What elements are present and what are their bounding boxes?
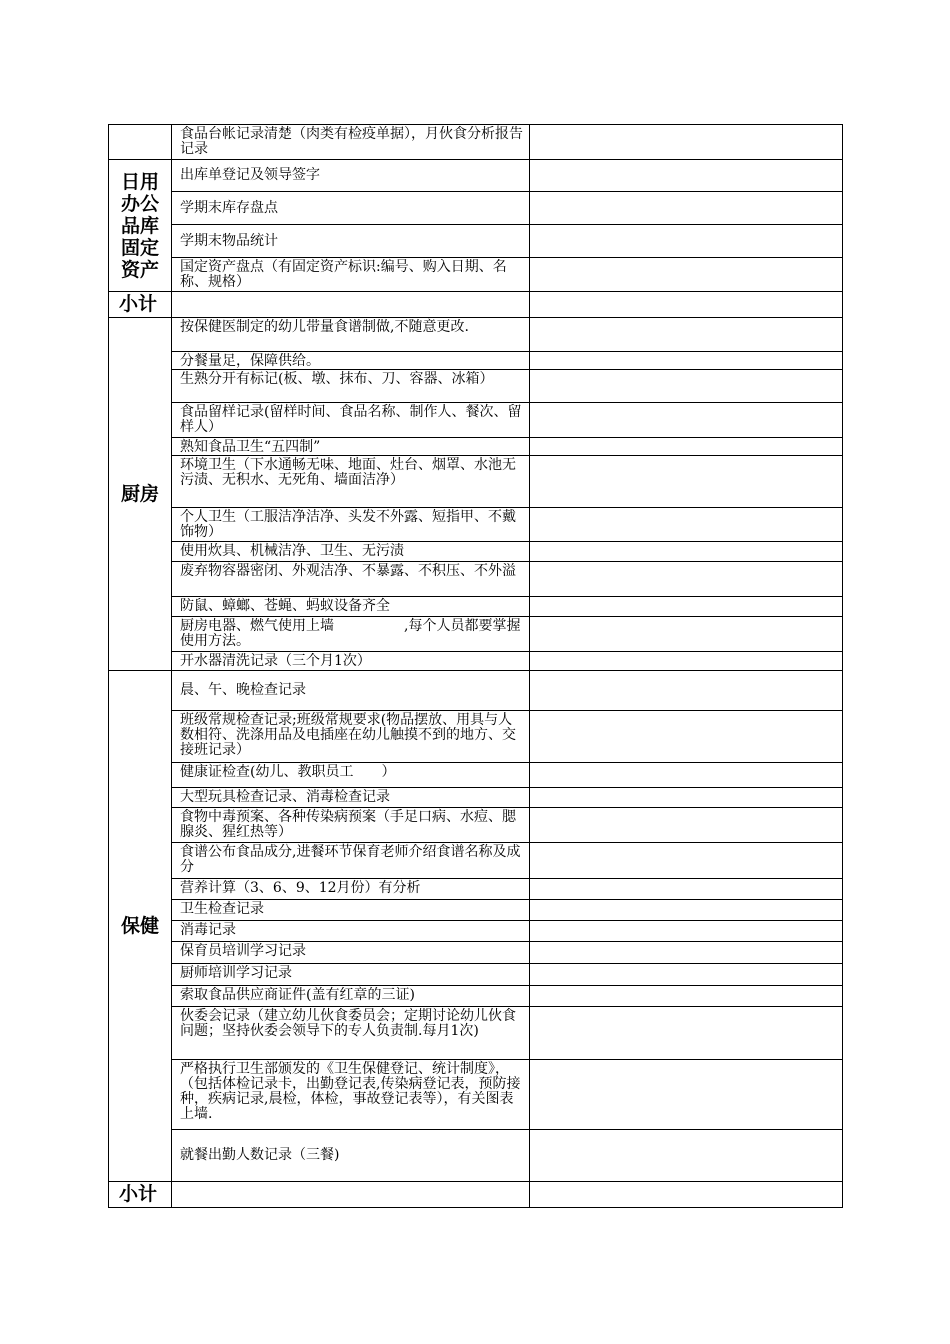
score-cell (530, 652, 843, 671)
item-kitchen-appliances: 厨房电器、燃气使用上墙 ,每个人员都要掌握使用方法。 (172, 617, 530, 652)
score-cell (530, 562, 843, 597)
score-cell (530, 788, 843, 808)
score-cell (530, 160, 843, 192)
item-playground-equipment: 大型玩具检查记录、消毒检查记录 (172, 788, 530, 808)
category-cell-continued (109, 125, 172, 160)
item-pest-control: 防鼠、蟑螂、苍蝇、蚂蚁设备齐全 (172, 597, 530, 617)
score-cell (530, 370, 843, 403)
item-daily-health-check: 晨、午、晚检查记录 (172, 671, 530, 711)
subtotal-item-cell (172, 292, 530, 318)
score-cell (530, 597, 843, 617)
item-raw-cooked-separation: 生熟分开有标记(板、墩、抹布、刀、容器、冰箱） (172, 370, 530, 403)
item-waste-container: 废弃物容器密闭、外观洁净、不暴露、不积压、不外溢 (172, 562, 530, 597)
score-cell (530, 125, 843, 160)
item-chef-training: 厨师培训学习记录 (172, 964, 530, 986)
item-fixed-asset-check: 国定资产盘点（有固定资产标识:编号、购入日期、名称、规格） (172, 258, 530, 292)
score-cell (530, 456, 843, 508)
score-cell (530, 352, 843, 370)
item-class-routine-check: 班级常规检查记录;班级常规要求(物品摆放、用具与人数相符、洗涤用品及电插座在幼儿触摸不到的地方、交接班记录） (172, 711, 530, 763)
score-cell (530, 258, 843, 292)
item-food-sample: 食品留样记录(留样时间、食品名称、制作人、餐次、留样人） (172, 403, 530, 438)
inspection-table (108, 124, 843, 1208)
item-food-ledger: 食品台帐记录清楚（肉类有检疫单据），月伙食分析报告记录 (172, 125, 530, 160)
item-disinfection-record: 消毒记录 (172, 921, 530, 942)
item-supplier-certificates: 索取食品供应商证件(盖有红章的三证) (172, 986, 530, 1007)
subtotal-label: 小计 (109, 1182, 172, 1208)
item-caregiver-training: 保育员培训学习记录 (172, 942, 530, 964)
score-cell (530, 900, 843, 921)
item-personal-hygiene: 个人卫生（工服洁净洁净、头发不外露、短指甲、不戴饰物） (172, 508, 530, 542)
item-meal-committee: 伙委会记录（建立幼儿伙食委员会；定期讨论幼儿伙食问题；坚持伙委会领导下的专人负责制.每月1次) (172, 1007, 530, 1060)
item-menu-plan: 按保健医制定的幼儿带量食谱制做,不随意更改. (172, 318, 530, 352)
item-outbound-slip: 出库单登记及领导签字 (172, 160, 530, 192)
score-cell (530, 508, 843, 542)
score-cell (530, 879, 843, 900)
item-food-hygiene-rules: 熟知食品卫生“五四制” (172, 438, 530, 456)
item-environment-hygiene: 环境卫生（下水通畅无味、地面、灶台、烟罩、水池无污渍、无积水、无死角、墙面洁净） (172, 456, 530, 508)
score-cell (530, 986, 843, 1007)
score-cell (530, 808, 843, 843)
score-cell (530, 403, 843, 438)
score-cell (530, 1060, 843, 1130)
score-cell (530, 964, 843, 986)
score-cell (530, 843, 843, 879)
item-meal-portions: 分餐量足，保障供给。 (172, 352, 530, 370)
item-utensils-clean: 使用炊具、机械洁净、卫生、无污渍 (172, 542, 530, 562)
item-health-registration-system: 严格执行卫生部颁发的《卫生保健登记、统计制度》，（包括体检记录卡，出勤登记表,传染病登记表，预防接种，疾病记录,晨检，体检，事故登记表等），有关图表上墙. (172, 1060, 530, 1130)
subtotal-label: 小计 (109, 292, 172, 318)
score-cell (530, 921, 843, 942)
score-cell (530, 192, 843, 225)
score-cell (530, 318, 843, 352)
score-cell (530, 1130, 843, 1182)
item-meal-attendance: 就餐出勤人数记录（三餐) (172, 1130, 530, 1182)
score-cell (530, 617, 843, 652)
score-cell (530, 711, 843, 763)
score-cell (530, 542, 843, 562)
score-cell (530, 942, 843, 964)
score-cell (530, 1007, 843, 1060)
score-cell (530, 671, 843, 711)
category-office-supplies: 日用办公品库固定资产 (109, 160, 172, 292)
score-cell (530, 225, 843, 258)
category-health-care: 保健 (109, 671, 172, 1182)
item-nutrition-calculation: 营养计算（3、6、9、12月份）有分析 (172, 879, 530, 900)
item-inventory-check: 学期末库存盘点 (172, 192, 530, 225)
category-kitchen: 厨房 (109, 318, 172, 671)
item-goods-statistics: 学期末物品统计 (172, 225, 530, 258)
score-cell (530, 763, 843, 788)
item-emergency-plans: 食物中毒预案、各种传染病预案（手足口病、水痘、腮腺炎、猩红热等） (172, 808, 530, 843)
item-hygiene-inspection: 卫生检查记录 (172, 900, 530, 921)
item-menu-publication: 食谱公布食品成分,进餐环节保育老师介绍食谱名称及成分 (172, 843, 530, 879)
item-health-certificate: 健康证检查(幼儿、教职员工 ） (172, 763, 530, 788)
subtotal-score-cell (530, 1182, 843, 1208)
item-water-heater-cleaning: 开水器清洗记录（三个月1次） (172, 652, 530, 671)
subtotal-item-cell (172, 1182, 530, 1208)
subtotal-score-cell (530, 292, 843, 318)
score-cell (530, 438, 843, 456)
